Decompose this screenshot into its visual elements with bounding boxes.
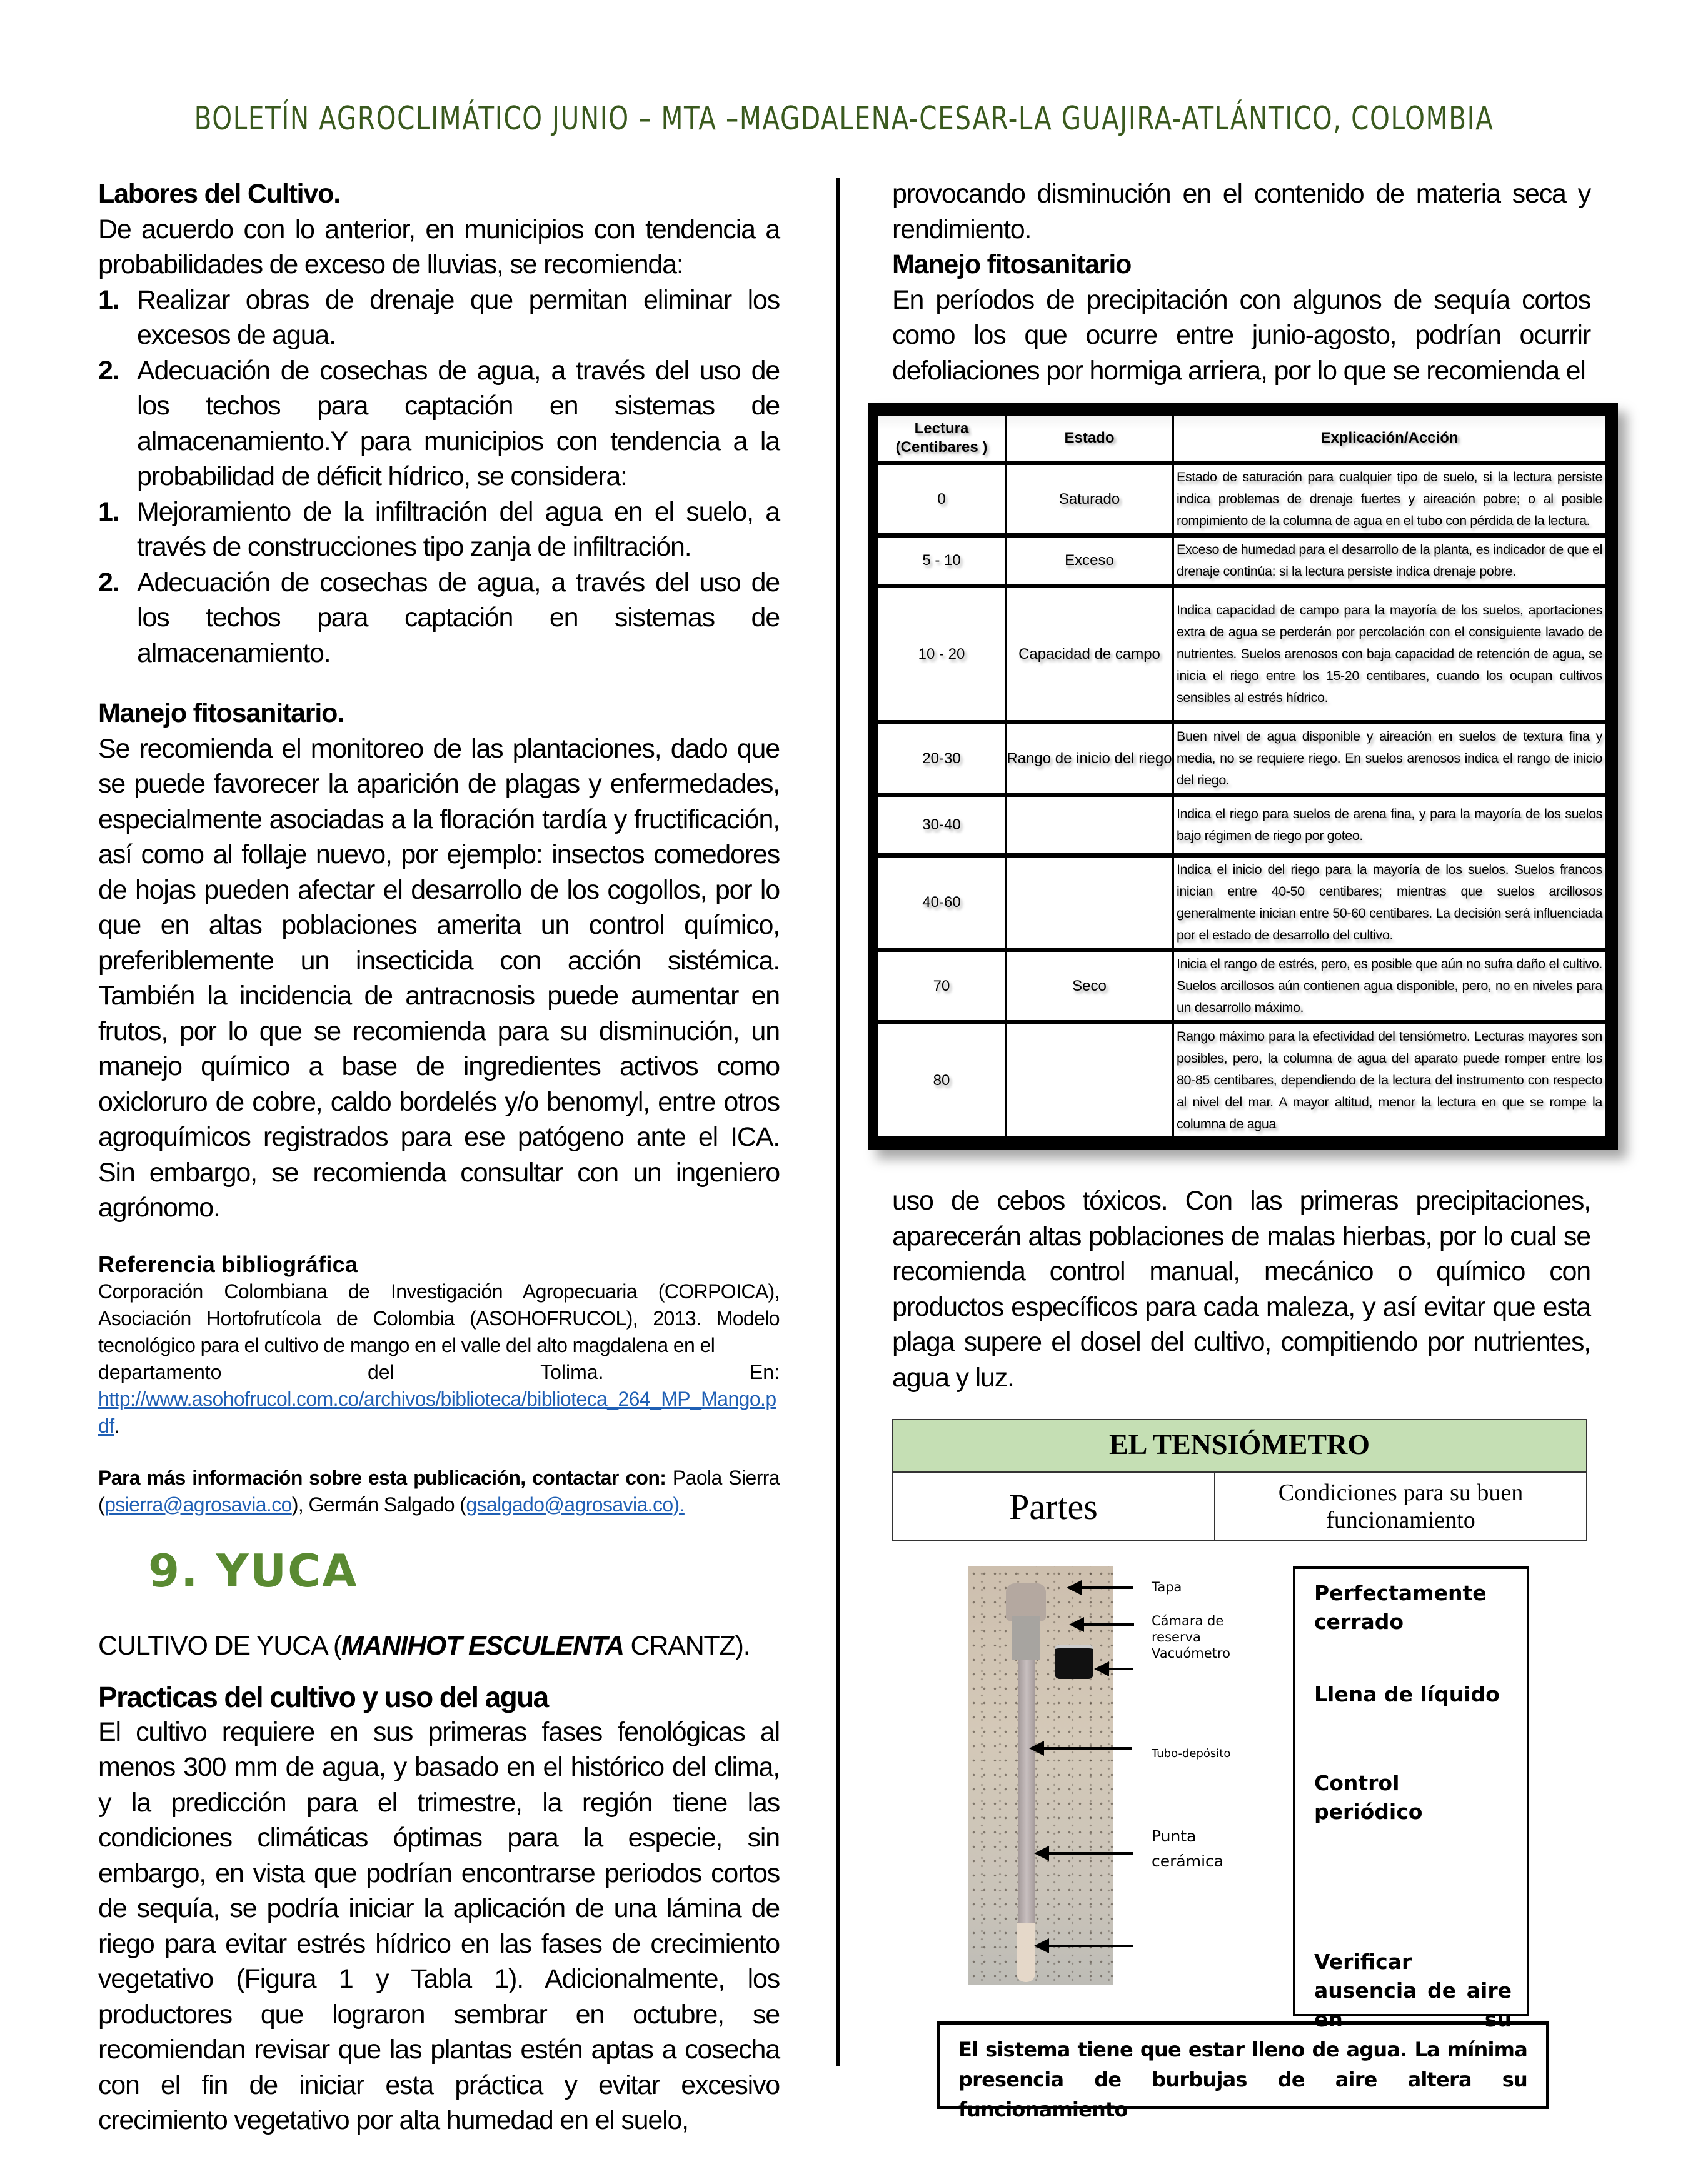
fitosanitario-body: Se recomienda el monitoreo de las plantaciones, dado que se puede favorecer la aparición de plagas y enfermedades, especialmente asociadas a la floración tardía y fructificación, así como al follaje nuevo, por ejemplo: insectos comedores de hojas pueden afectar el desarrollo de los cogollos, por lo que en altas poblaciones amerita un control químico, preferiblemente un insecticida con acción sistémica. También la incidencia de antracnosis puede aumentar en frutos, por lo que se recomienda para su disminución, un manejo químico a base de ingredientes activos como oxicloruro de cobre, caldo bordelés y/o benomyl, entre otros agroquímicos registrados para ese patógeno ante el ICA. Sin embargo, se recomienda consultar con un ingeniero agrónomo. <box>98 733 780 1223</box>
table-row: 70 Seco Inicia el rango de estrés, pero, es posible que aún no sufra daño el cultivo. Suelos arcillosos aún contienen agua disponible, pero, no en niveles para un desarrollo máximo. <box>878 950 1606 1023</box>
condition-item: Llena de líquido <box>1314 1682 1500 1706</box>
arrow-left-icon <box>1083 1623 1134 1626</box>
section-title-yuca: 9. YUCA <box>148 1544 358 1597</box>
tensiometro-header-table <box>892 1419 1587 1541</box>
table-row: 80 Rango máximo para la efectividad del tensiómetro. Lecturas mayores son posibles, pero, la columna de agua del aparato puede romper entre los 80-85 centibares, dependiendo de la lectura del instrumento con respecto al nivel del mar. A mayor altitud, menor la lectura en que se rompe la columna de agua <box>878 1023 1606 1138</box>
list-item: 1. Mejoramiento de la infiltración del agua en el suelo, a través de construcciones tipo zanja de infiltración. <box>98 496 780 562</box>
column-divider <box>836 178 840 2066</box>
arrow-left-icon <box>1048 1945 1133 1947</box>
col-header-explicacion: Explicación/Acción <box>1173 415 1606 463</box>
table-row: 5 - 10 Exceso Exceso de humedad para el desarrollo de la planta, es indicador de que el drenaje continúa: si la lectura persiste indica drenaje pobre. <box>878 536 1606 586</box>
fitosanitario-heading: Manejo fitosanitario. <box>98 698 344 728</box>
ceramic-tip-shape <box>1017 1923 1035 1982</box>
condition-item: Perfectamente cerrado <box>1314 1581 1487 1634</box>
condition-item: Verificar ausencia de aire en su <box>1314 1950 1512 2031</box>
list-item: 2. Adecuación de cosechas de agua, a través del uso de los techos para captación en sistemas de almacenamiento.Y para municipios con tendencia a la probabilidad de déficit hídrico, se considera: <box>98 355 780 491</box>
fitosanitario-body-top: En períodos de precipitación con algunos de sequía cortos como los que ocurre entre junio-agosto, podrían ocurrir defoliaciones por hormiga arriera, por lo que se recomienda el <box>892 284 1590 386</box>
right-column <box>892 176 1590 388</box>
crop-title: CULTIVO DE YUCA (MANIHOT ESCULENTA CRANTZ). <box>98 1630 750 1661</box>
table-row: 0 Saturado Estado de saturación para cualquier tipo de suelo, si la lectura persiste indica problemas de drenaje fuertes y aireación pobre; o al posible rompimiento de la columna de agua en el tubo con pérdida de la lectura. <box>878 463 1606 536</box>
condiciones-header: Condiciones para su buen funcionamiento <box>1278 1480 1524 1533</box>
cap-shape <box>1006 1583 1046 1621</box>
list-item: 2. Adecuación de cosechas de agua, a través del uso de los techos para captación en sistemas de almacenamiento. <box>98 567 780 668</box>
table-row: 10 - 20 Capacidad de campo Indica capacidad de campo para la mayoría de los suelos, aportaciones extra de agua se perderán por percolación con el consiguiente lavado de nutrientes. Suelos arenosos con baja capacidad de retención de agua, se inicia el riego entre los 15-20 centibares, cuando los ocupan cultivos sensibles al estrés hídrico. <box>878 586 1606 723</box>
note-box: El sistema tiene que estar lleno de agua. La mínima presencia de burbujas de aire altera su funcionamiento <box>937 2021 1549 2109</box>
reference-link[interactable]: http://www.asohofrucol.com.co/archivos/biblioteca/biblioteca_264_MP_Mango.pdf <box>98 1387 776 1437</box>
chamber-shape <box>1012 1616 1040 1660</box>
tensiometer-photo <box>968 1566 1113 1985</box>
reference-body: Corporación Colombiana de Investigación Agropecuaria (CORPOICA), Asociación Hortofrutícola de Colombia (ASOHOFRUCOL), 2013. Modelo tecnológico para el cultivo de mango en el valle del alto magdalena en el <box>98 1280 780 1356</box>
tensiometro-title: EL TENSIÓMETRO <box>893 1420 1586 1473</box>
part-label-vacuometro: Vacuómetro <box>1152 1646 1230 1661</box>
arrow-left-icon <box>1108 1668 1133 1670</box>
part-label-tapa: Tapa <box>1152 1580 1182 1595</box>
part-label-tubo: Tubo-depósito <box>1152 1747 1231 1760</box>
col-header-lectura: Lectura (Centibares ) <box>878 415 1006 463</box>
col-header-estado: Estado <box>1006 415 1173 463</box>
tube-shape <box>1018 1660 1035 1923</box>
deficit-list <box>98 494 780 671</box>
email-link-gsalgado[interactable]: gsalgado@agrosavia.co). <box>466 1493 685 1516</box>
conditions-box <box>1293 1566 1529 2031</box>
left-column: Labores del Cultivo. De acuerdo con lo anterior, en municipios con tendencia a probabilidades de exceso de lluvias, se recomienda: 1. Realizar obras de drenaje que permitan eliminar los excesos de agua. 2. Adecuación de cosechas de agua, a través del uso de los techos para captación en sistemas de almacenamiento.Y para municipios con tendencia a la probabilidad de déficit hídrico, se considera: 1. Mejoramiento de la infiltración del agua en el suelo, a través de construcciones tipo zanja de infiltración. 2. Adecuación de cosechas de agua, a través del uso de los techos para captación en sistemas de almacenamiento. Manejo fitosanitario. Se recomienda el monitoreo de las plantaciones, dado que se puede favorecer la aparición de plagas y enfermedades, especialmente asociadas a la floración tardía y fructificación, así como al follaje nuevo, por ejemplo: insectos comedores de hojas pueden afectar el desarrollo de los cogollos, por lo que en altas poblaciones amerita un control químico, preferiblemente un insecticida con acción sistémica. También la incidencia de antracnosis puede aumentar en frutos, por lo que se recomienda para su disminución, un manejo químico a base de ingredientes activos como oxicloruro de cobre, caldo bordelés y/o benomyl, entre otros agroquímicos registrados para ese patógeno ante el ICA. Sin embargo, se recomienda consultar con un ingeniero agrónomo. Referencia bibliográfica Corporación Colombiana de Investigación Agropecuaria (CORPOICA), Asociación Hortofrutícola de Colombia (ASOHOFRUCOL), 2013. Modelo tecnológico para el cultivo de mango en el valle del alto magdalena en el departamento del Tolima. En: http://www.asohofrucol.com.co/archivos/biblioteca/biblioteca_264_MP_Mango.pdf. Para más información sobre esta publicación, contactar con: Paola Sierra (psierra@agrosavia.co), Germán Salgado (gsalgado@agrosavia.co). 9. YUCA CULTIVO DE YUCA (MANIHOT ESCULENTA CRANTZ). Practicas del cultivo y uso del agua El cultivo requiere en sus primeras fases fenológicas al menos 300 mm de agua, y basado en el histórico del clima, y la predicción para el trimestre, la región tiene las condiciones climáticas óptimas para la especie, sin embargo, en vista que podrían encontrarse periodos cortos de sequía, se podría iniciar la aplicación de una lámina de riego para evitar estrés hídrico en las fases de crecimiento vegetativo (Figura 1 y Tabla 1). Adicionalmente, los productores que lograron sembrar en octubre, se recomiendan revisar que las plantas estén aptas a cosecha con el fin de iniciar esta práctica y evitar excesivo crecimiento vegetativo por alta humedad en el suelo, <box>98 176 780 2138</box>
table-row: 30-40 Indica el riego para suelos de arena fina, y para la mayoría de los suelos bajo régimen de riego por goteo. <box>878 795 1606 856</box>
tensiometer-table-frame <box>868 403 1618 1150</box>
species-name: MANIHOT ESCULENTA <box>341 1630 624 1661</box>
condition-item: Control periódico <box>1314 1771 1423 1824</box>
reference-heading: Referencia bibliográfica <box>98 1251 358 1277</box>
labores-heading: Labores del Cultivo. <box>98 179 340 209</box>
table-row: 20-30 Rango de inicio del riego Buen nivel de agua disponible y aireación en suelos de textura fina y media, no se requiere riego. En suelos arenosos indica el rango de inicio del riego. <box>878 723 1606 795</box>
part-label-punta: Punta cerámica <box>1152 1827 1224 1870</box>
labores-intro: De acuerdo con lo anterior, en municipios con tendencia a probabilidades de exceso de lluvias, se recomienda: <box>98 214 780 279</box>
vacuum-gauge-shape <box>1055 1645 1093 1679</box>
practicas-body: El cultivo requiere en sus primeras fases fenológicas al menos 300 mm de agua, y basado en el histórico del clima, y la predicción para el trimestre, la región tiene las condiciones climáticas óptimas para la especie, sin embargo, en vista que podrían encontrarse periodos cortos de sequía, se podría iniciar la aplicación de una lámina de riego para evitar estrés hídrico en las fases de crecimiento vegetativo (Figura 1 y Tabla 1). Adicionalmente, los productores que lograron sembrar en octubre, se recomiendan revisar que las plantas estén aptas a cosecha con el fin de iniciar esta práctica y evitar excesivo crecimiento vegetativo por alta humedad en el suelo, <box>98 1716 780 2135</box>
arrow-left-icon <box>1080 1586 1133 1589</box>
table-row: 40-60 Indica el inicio del riego para la mayoría de los suelos. Suelos francos inician entre 40-50 centibares; mientras que suelos arcillosos generalmente inician entre 50-60 centibares. La decisión será influenciada por el estado de desarrollo del cultivo. <box>878 856 1606 950</box>
contact-info: Para más información sobre esta publicación, contactar con: Paola Sierra (psierra@agrosavia.co), Germán Salgado (gsalgado@agrosavia.co). <box>98 1466 780 1516</box>
email-link-psierra[interactable]: psierra@agrosavia.co <box>104 1493 292 1516</box>
arrow-left-icon <box>1043 1747 1132 1750</box>
part-label-camara: Cámara de reserva <box>1152 1613 1224 1645</box>
tensiometer-readings-table <box>877 414 1607 1138</box>
partes-header: Partes <box>893 1473 1215 1540</box>
excess-rain-list <box>98 283 780 494</box>
arrow-left-icon <box>1048 1852 1133 1855</box>
practicas-heading: Practicas del cultivo y uso del agua <box>98 1680 548 1713</box>
fitosanitario-heading-right: Manejo fitosanitario <box>892 249 1132 279</box>
fitosanitario-body-bottom: uso de cebos tóxicos. Con las primeras precipitaciones, aparecerán altas poblaciones de malas hierbas, por lo cual se recomienda control manual, mecánico o químico con productos específicos para cada maleza, y así evitar que esta plaga supere el dosel del cultivo, compitiendo por nutrientes, agua y luz. <box>892 1186 1590 1393</box>
table-header-row <box>878 415 1606 463</box>
reference-last-line: departamento del Tolima. En: <box>98 1360 780 1383</box>
list-item: 1. Realizar obras de drenaje que permitan eliminar los excesos de agua. <box>98 284 780 350</box>
right-column-lower <box>892 1183 1590 1395</box>
bulletin-header-title: BOLETÍN AGROCLIMÁTICO JUNIO – MTA –MAGDALENA-CESAR-LA GUAJIRA-ATLÁNTICO, COLOMBIA <box>194 100 1494 138</box>
continuation-text: provocando disminución en el contenido de materia seca y rendimiento. <box>892 179 1590 244</box>
